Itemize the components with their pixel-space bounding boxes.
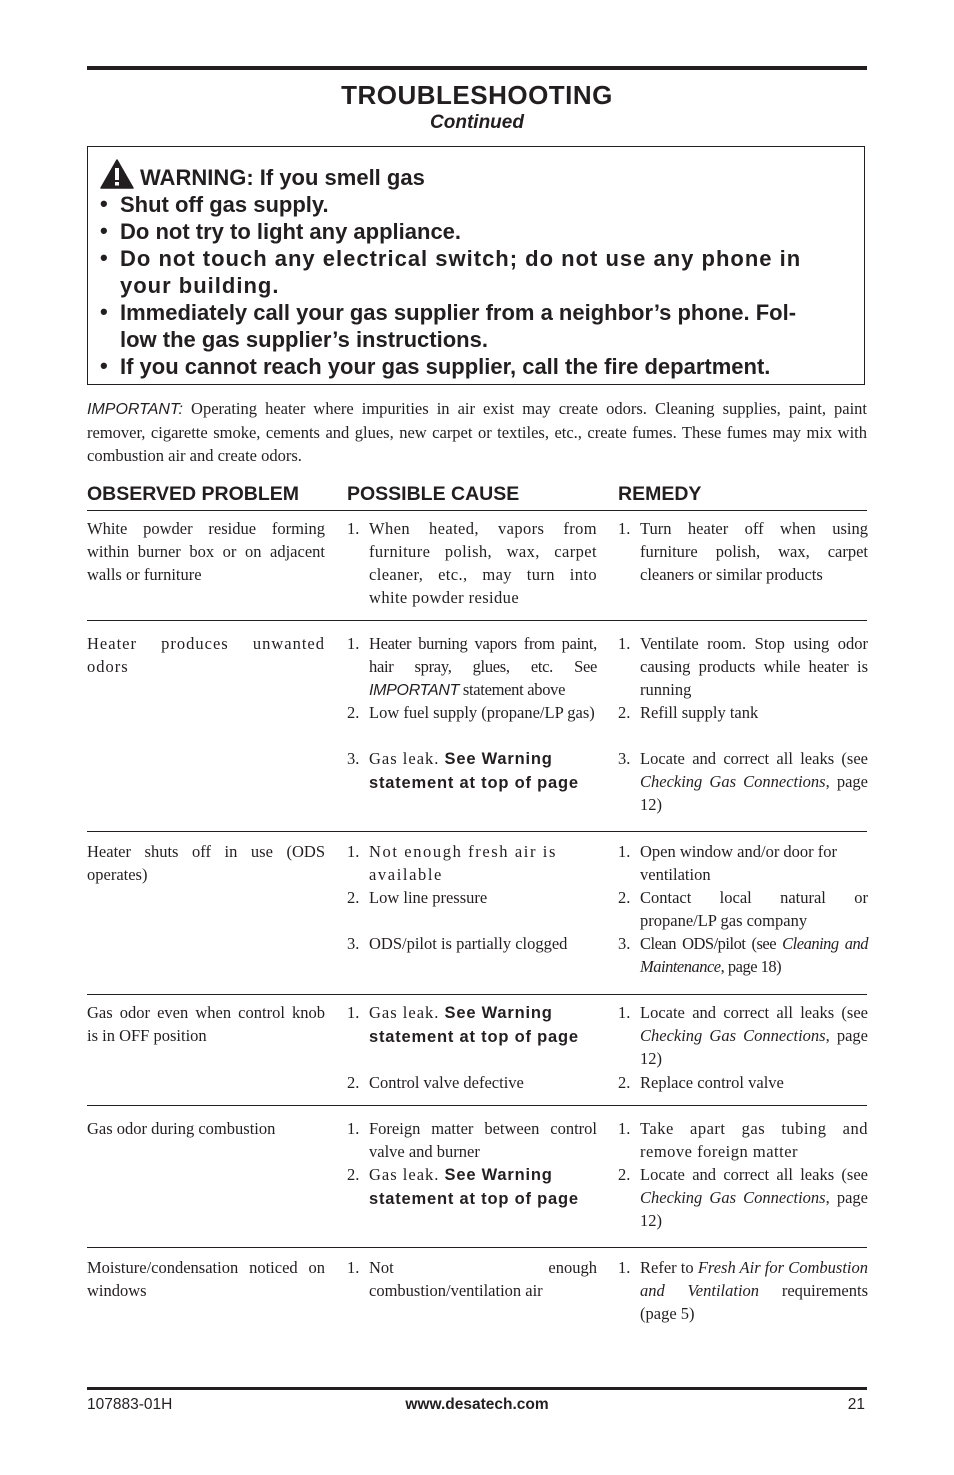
remedy-text: , page 12) bbox=[640, 772, 868, 814]
cause-text: Not enough combustion/ventilation air bbox=[369, 1258, 597, 1300]
bullet: • bbox=[100, 218, 108, 243]
remedy-text: Replace control valve bbox=[640, 1073, 784, 1092]
bullet: • bbox=[100, 191, 108, 216]
item-number: 1. bbox=[618, 1119, 631, 1138]
cause-text-italic: IMPORTANT bbox=[369, 682, 460, 699]
item-number: 2. bbox=[347, 1165, 360, 1184]
item-number: 2. bbox=[618, 703, 631, 722]
item-number: 1. bbox=[618, 1258, 631, 1277]
item-number: 2. bbox=[347, 1073, 360, 1092]
item-number: 1. bbox=[347, 1258, 360, 1277]
item-number: 1. bbox=[347, 634, 360, 653]
remedy-text: Refer to bbox=[640, 1258, 698, 1277]
warning-item: Do not try to light any appliance. bbox=[120, 219, 462, 244]
item-number: 3. bbox=[618, 934, 631, 953]
remedy-text: , page 12) bbox=[640, 1026, 868, 1068]
item-number: 1. bbox=[618, 842, 631, 861]
cause-text: Not enough fresh air is available bbox=[369, 842, 558, 884]
remedy-text-italic: Checking Gas Connections bbox=[640, 1026, 826, 1045]
cause-text: Gas leak. bbox=[369, 749, 445, 768]
item-number: 1. bbox=[347, 1003, 360, 1022]
cause-text: Low fuel supply (propane/LP gas) bbox=[369, 703, 595, 722]
item-number: 3. bbox=[618, 749, 631, 768]
remedy-text-italic: Fresh Air for Combustion and Ventilation bbox=[640, 1258, 868, 1300]
remedy-text-italic: Cleaning and Maintenance bbox=[640, 934, 868, 976]
remedy-text: Ventilate room. Stop using odor causing products while heater is running bbox=[640, 634, 868, 699]
remedy-text: requirements (page 5) bbox=[640, 1281, 869, 1323]
cause-text: statement above bbox=[459, 680, 566, 699]
remedy-text-italic: Checking Gas Connections bbox=[640, 772, 826, 791]
item-number: 2. bbox=[347, 703, 360, 722]
row-rule bbox=[87, 1105, 867, 1106]
table-row-problem: Moisture/condensation noticed on windows bbox=[87, 1258, 325, 1300]
item-number: 1. bbox=[618, 1003, 631, 1022]
bullet: • bbox=[100, 299, 108, 324]
item-number: 1. bbox=[618, 634, 631, 653]
important-lead: IMPORTANT: bbox=[87, 401, 183, 418]
row-rule bbox=[87, 994, 867, 995]
cause-text-bold: See Warning statement at top of page bbox=[369, 1004, 579, 1046]
top-rule bbox=[87, 66, 867, 70]
column-header-cause: POSSIBLE CAUSE bbox=[347, 483, 520, 505]
cause-text: ODS/pilot is partially clogged bbox=[369, 934, 568, 953]
cause-text: When heated, vapors from furniture polish, wax, carpet cleaner, etc., may turn into white powder residue bbox=[369, 519, 597, 607]
item-number: 2. bbox=[347, 888, 360, 907]
warning-item: Immediately call your gas supplier from a neighbor’s phone. Fol- bbox=[120, 300, 797, 325]
column-header-problem: OBSERVED PROBLEM bbox=[87, 483, 300, 505]
remedy-text: Turn heater off when using furniture polish, wax, carpet cleaners or similar products bbox=[640, 519, 868, 584]
item-number: 2. bbox=[618, 1165, 631, 1184]
table-row-problem: Heater shuts off in use (ODS operates) bbox=[87, 842, 325, 884]
cause-text-bold: See Warning statement at top of page bbox=[369, 750, 579, 792]
page-number: 21 bbox=[847, 1396, 865, 1413]
header-rule bbox=[87, 510, 867, 511]
table-row-problem: Gas odor even when control knob is in OFF position bbox=[87, 1003, 325, 1045]
column-header-remedy: REMEDY bbox=[618, 483, 702, 505]
warning-item: Shut off gas supply. bbox=[120, 192, 329, 217]
remedy-text: Take apart gas tubing and remove foreign matter bbox=[640, 1119, 868, 1161]
remedy-text: Locate and correct all leaks (see bbox=[640, 749, 868, 768]
bottom-rule bbox=[87, 1387, 867, 1390]
remedy-text: , page 12) bbox=[640, 1188, 868, 1230]
remedy-text: Contact local natural or propane/LP gas company bbox=[640, 888, 868, 930]
important-text: Operating heater where impurities in air exist may create odors. Cleaning supplies, paint, paint remover, cigarette smoke, cements and glues, new carpet or textiles, etc., create fumes. These fumes may mix with combustion air and create odors. bbox=[87, 399, 867, 465]
cause-text: Gas leak. bbox=[369, 1165, 445, 1184]
cause-text: Heater burning vapors from paint, hair spray, glues, etc. See bbox=[369, 634, 597, 676]
item-number: 2. bbox=[618, 1073, 631, 1092]
cause-text: Control valve defective bbox=[369, 1073, 524, 1092]
page-title: TROUBLESHOOTING bbox=[341, 80, 613, 110]
remedy-text-italic: Checking Gas Connections bbox=[640, 1188, 826, 1207]
cause-text: Gas leak. bbox=[369, 1003, 445, 1022]
warning-heading: WARNING: If you smell gas bbox=[140, 165, 425, 190]
table-row-problem: Heater produces unwanted odors bbox=[87, 634, 325, 676]
table-row-problem: Gas odor during combustion bbox=[87, 1119, 276, 1138]
cause-text: Foreign matter between control valve and burner bbox=[369, 1119, 597, 1161]
row-rule bbox=[87, 1247, 867, 1248]
warning-item-cont: low the gas supplier’s instructions. bbox=[120, 327, 488, 352]
remedy-text: Locate and correct all leaks (see bbox=[640, 1003, 868, 1022]
remedy-text: Clean ODS/pilot (see bbox=[640, 934, 783, 953]
remedy-text: Refill supply tank bbox=[640, 703, 759, 722]
bullet: • bbox=[100, 245, 108, 270]
table-row-problem: White powder residue forming within burner box or on adjacent walls or furniture bbox=[87, 519, 325, 584]
warning-triangle-icon bbox=[100, 159, 134, 189]
bullet: • bbox=[100, 353, 108, 378]
row-rule bbox=[87, 831, 867, 832]
item-number: 3. bbox=[347, 934, 360, 953]
item-number: 1. bbox=[347, 1119, 360, 1138]
page-subtitle: Continued bbox=[430, 112, 524, 133]
remedy-text: Open window and/or door for ventilation bbox=[640, 842, 838, 884]
item-number: 1. bbox=[347, 842, 360, 861]
important-note bbox=[87, 397, 867, 467]
item-number: 2. bbox=[618, 888, 631, 907]
item-number: 1. bbox=[618, 519, 631, 538]
item-number: 1. bbox=[347, 519, 360, 538]
warning-item: Do not touch any electrical switch; do not use any phone in bbox=[120, 246, 802, 271]
doc-number: 107883-01H bbox=[87, 1396, 173, 1413]
cause-text-bold: See Warning statement at top of page bbox=[369, 1166, 579, 1208]
row-rule bbox=[87, 620, 867, 621]
warning-item-cont: your building. bbox=[120, 273, 280, 298]
remedy-text: Locate and correct all leaks (see bbox=[640, 1165, 868, 1184]
warning-box bbox=[87, 146, 865, 385]
warning-item: If you cannot reach your gas supplier, call the fire department. bbox=[120, 354, 771, 379]
item-number: 3. bbox=[347, 749, 360, 768]
cause-text: Low line pressure bbox=[369, 888, 488, 907]
remedy-text: , page 18) bbox=[720, 957, 782, 976]
website-link[interactable]: www.desatech.com bbox=[405, 1396, 549, 1413]
